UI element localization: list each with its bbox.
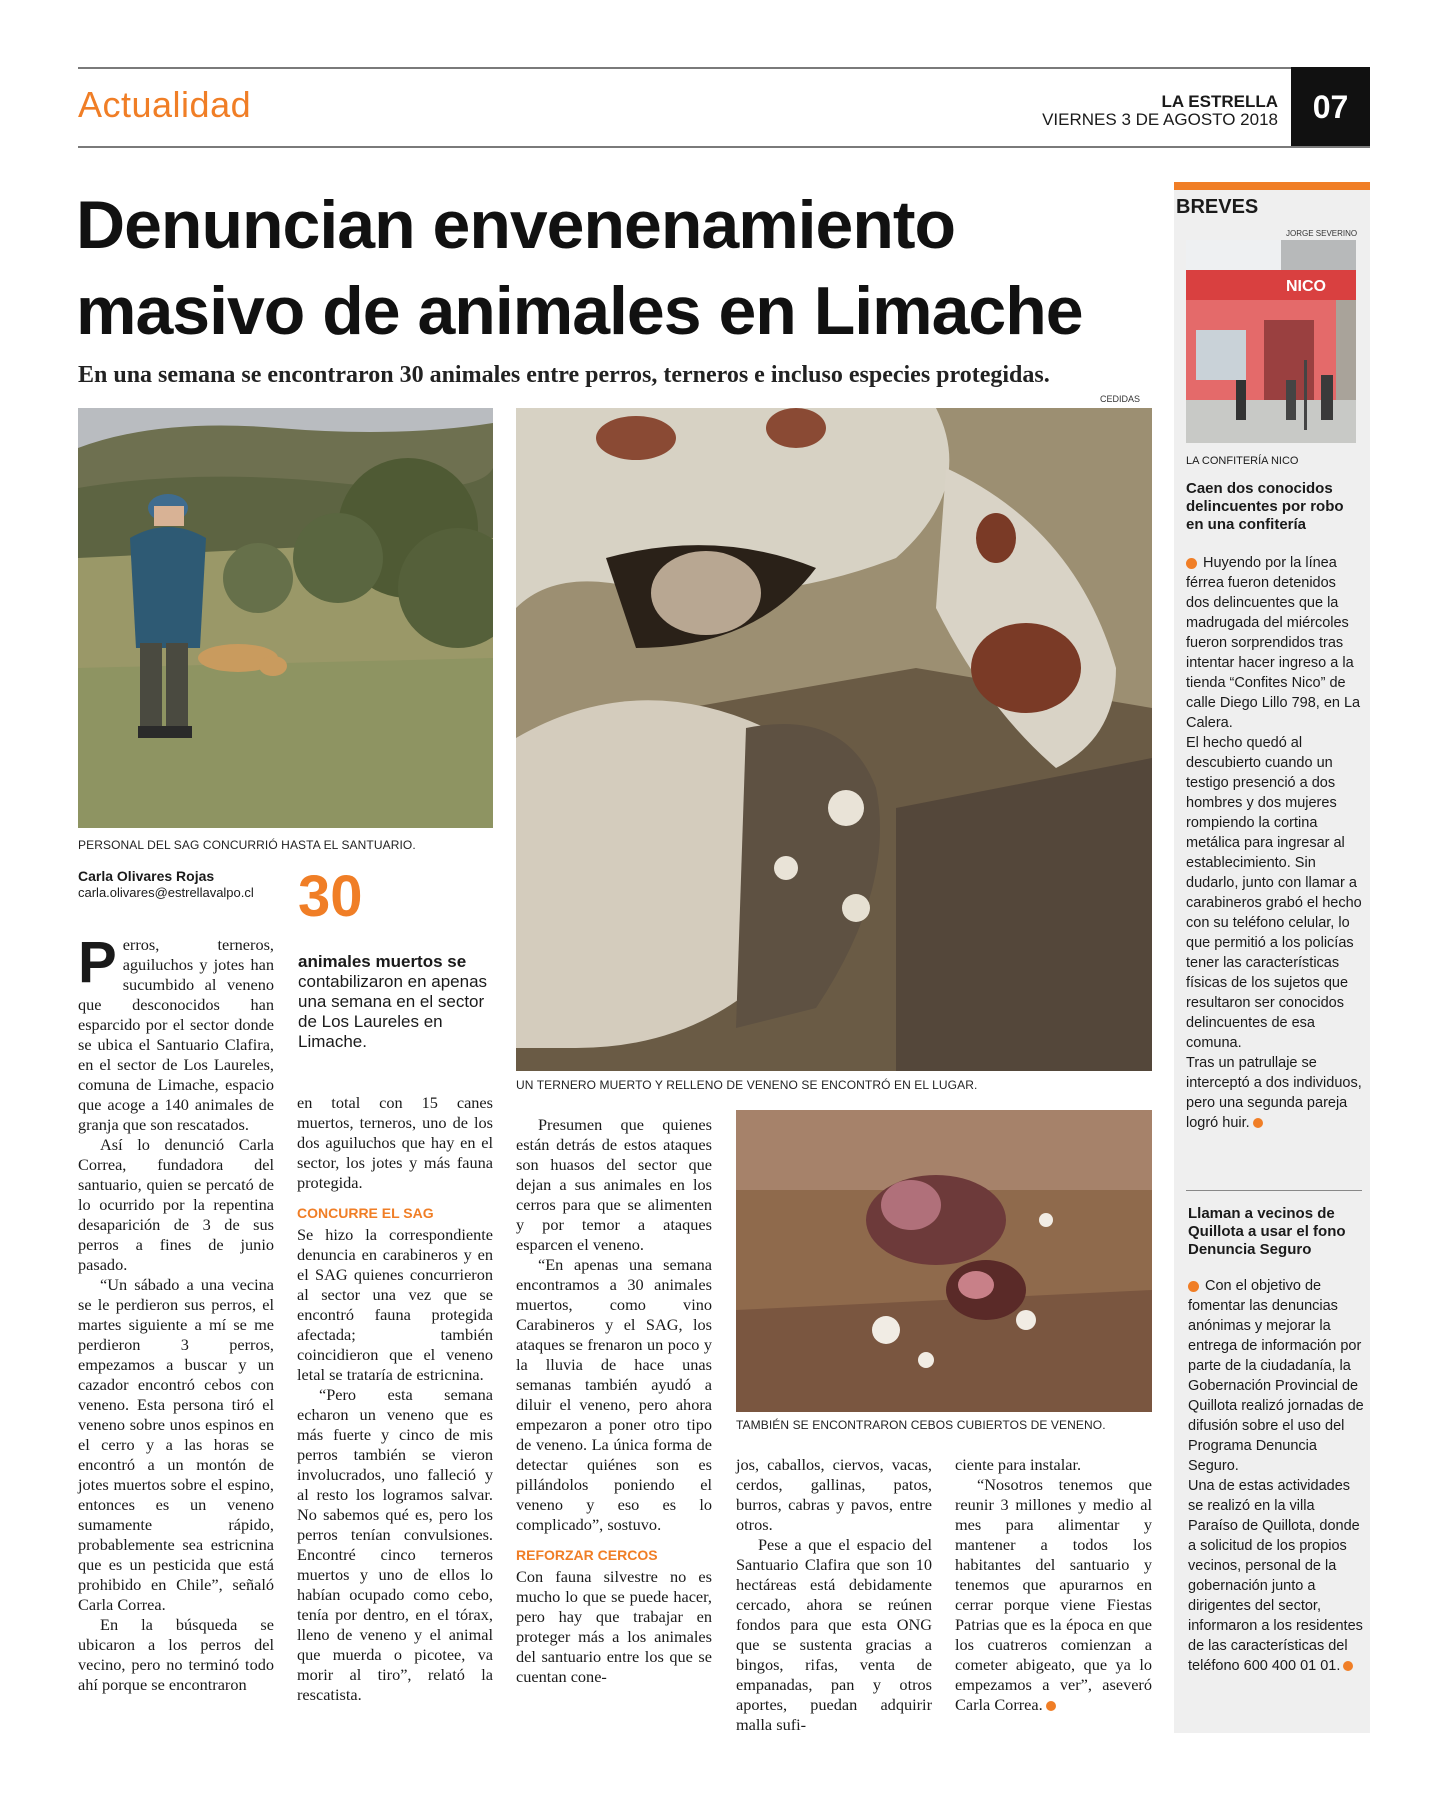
paragraph: Presumen que quienes están detrás de estos ataques son huasos del sector que dejan a sus animales en los cerros para que se alimenten y por temor a ataques esparcen el veneno.	[516, 1115, 712, 1254]
paragraph: En la búsqueda se ubicaron a los perros del vecino, pero no terminó todo ahí porque se encontraron	[78, 1615, 274, 1694]
bullet-icon	[1188, 1281, 1199, 1292]
photo-credit: CEDIDAS	[1100, 394, 1141, 404]
issue-date: VIERNES 3 DE AGOSTO 2018	[1042, 110, 1278, 129]
stat-description	[298, 952, 488, 1052]
page-number: 07	[1291, 67, 1370, 148]
paragraph-text: “Nosotros tenemos que reunir 3 millones y medio al mes para alimentar y mantener a todos los habitantes del santuario y tenemos que apurarnos en cerrar porque viene Fiestas Patrias que es la época en que los cuatreros comienzan a cometer abigeato, que ya lo empezamos a ver”, aseveró Carla Correa.	[955, 1475, 1152, 1714]
photo-confiteria-nico	[1186, 240, 1356, 443]
article-column-3	[516, 1115, 712, 1687]
brief1-headline: Caen dos conocidos delincuentes por robo en una confitería	[1186, 480, 1344, 533]
sidebar-photo-credit: JORGE SEVERINO	[1286, 229, 1358, 238]
section-label: Actualidad	[78, 84, 252, 125]
subheading: REFORZAR CERCOS	[516, 1547, 658, 1563]
deck: En una semana se encontraron 30 animales entre perros, terneros e incluso especies protegidas.	[78, 362, 1050, 388]
photo-sag-officer	[78, 408, 493, 828]
caption-photo3: TAMBIÉN SE ENCONTRARON CEBOS CUBIERTOS DE VENENO.	[736, 1418, 1106, 1432]
paragraph: “Un sábado a una vecina se le perdieron sus perros, el martes siguiente a mí se me perdieron 3 perros, empezamos a buscar y un cazador encontró cebos con veneno. Esta persona tiró el veneno sobre unos espinos en el cerro y a las horas se encontró a un montón de jotes muertos sobre el espino, entonces es un veneno sumamente rápido, probablemente sea estricnina que es un pesticida que está prohibido en Chile”, señaló Carla Correa.	[78, 1275, 274, 1614]
paragraph: Pese a que el espacio del Santuario Clafira que son 10 hectáreas está debidamente cercado, ahora se reúnen fondos para que esta ONG que se sustenta gracias a bingos, rifas, venta de empanadas, pan y otros aportes, puedan adquirir malla sufi-	[736, 1535, 932, 1734]
brief-paragraph: Con el objetivo de fomentar las denuncias anónimas y mejorar la entrega de información por parte de la ciudadanía, la Gobernación Provincial de Quillota realizó jornadas de difusión sobre el uso del Programa Denuncia Seguro.	[1188, 1278, 1364, 1474]
paragraph: “En apenas una semana encontramos a 30 animales muertos, como vino Carabineros y el SAG, los ataques se frenaron un poco y la lluvia de hace unas semanas también ayudó a diluir el veneno, pero ahora empezaron a poner otro tipo de veneno. La única forma de detectar quiénes son es pillándolos poniendo el veneno y eso es lo complicado”, sostuvo.	[516, 1255, 712, 1534]
byline-name: Carla Olivares Rojas	[78, 868, 215, 884]
article-column-2	[297, 1093, 493, 1705]
stat-number: 30	[298, 864, 363, 929]
paragraph: erros, terneros, aguiluchos y jotes han sucumbido al veneno que desconocidos han esparcido por el sector donde se ubica el Santuario Clafira, en el sector de Los Laureles, comuna de Limache, espacio que acoge a 140 animales de granja que son rescatados.	[78, 935, 274, 1134]
end-mark-icon	[1343, 1661, 1353, 1671]
drop-cap: P	[78, 930, 117, 995]
bullet-icon	[1186, 558, 1197, 569]
photo-poisoned-baits	[736, 1110, 1152, 1412]
article-column-1	[78, 930, 274, 1695]
headline: Denuncian envenenamiento masivo de animales en Limache	[76, 187, 1083, 349]
brief2-headline: Llaman a vecinos de Quillota a usar el fono Denuncia Seguro	[1188, 1205, 1346, 1258]
photo-dead-calf	[516, 408, 1152, 1071]
byline-email[interactable]: carla.olivares@estrellavalpo.cl	[78, 885, 254, 900]
article-column-4	[736, 1455, 932, 1735]
end-mark-icon	[1253, 1118, 1263, 1128]
paragraph: Con fauna silvestre no es mucho lo que se puede hacer, pero hay que trabajar en proteger más a los animales del santuario entre los que se cuentan cone-	[516, 1567, 712, 1686]
sidebar-title: BREVES	[1176, 196, 1259, 218]
header-rule-bottom	[78, 146, 1370, 148]
brief-paragraph: Una de estas actividades se realizó en la villa Paraíso de Quillota, donde a solicitud de los propios vecinos, personal de la gobernación junto a dirigentes del sector, informaron a los residentes de las características del teléfono 600 400 01 01.	[1188, 1478, 1363, 1674]
paragraph: Se hizo la correspondiente denuncia en carabineros y en el SAG quienes concurrieron al sector una vez que se encontró fauna protegida afectada; también coincidieron que el veneno letal se trataría de estricnina.	[297, 1225, 493, 1384]
paragraph: “Pero esta semana echaron un veneno que es más fuerte y cinco de mis perros también se vieron involucrados, uno falleció y al resto los logramos salvar. No sabemos qué es, pero los perros tenían convulsiones. Encontré cinco terneros muertos y uno de ellos lo habían ocupado como cebo, tenía por dentro, en el tórax, lleno de veneno y el animal que muerda o picotee, va morir al tiro”, relató la rescatista.	[297, 1385, 493, 1704]
paragraph: Así lo denunció Carla Correa, fundadora del santuario, quien se percató de lo ocurrido por la repentina desaparición de 3 de sus perros a fines de junio pasado.	[78, 1135, 274, 1274]
newspaper-name: LA ESTRELLA	[1161, 92, 1278, 111]
header-rule-top	[78, 67, 1370, 69]
subheading: CONCURRE EL SAG	[297, 1205, 434, 1221]
article-column-5	[955, 1455, 1152, 1715]
brief2-body	[1188, 1276, 1364, 1676]
paragraph: en total con 15 canes muertos, terneros, uno de los dos aguiluchos que hay en el sector, los jotes y más fauna protegida.	[297, 1093, 493, 1192]
brief-paragraph: El hecho quedó al descubierto cuando un testigo presenció a dos hombres y dos mujeres rompiendo la cortina metálica para ingresar al establecimiento. Sin dudarlo, junto con llamar a carabineros grabó el hecho con su teléfono celular, lo que permitió a los policías tener las características físicas de los sujetos que resultaron ser conocidos delincuentes de esa comuna.	[1186, 735, 1362, 1051]
sign-text: NICO	[1286, 278, 1326, 295]
caption-photo1: PERSONAL DEL SAG CONCURRIÓ HASTA EL SANTUARIO.	[78, 838, 416, 852]
brief1-body	[1186, 553, 1362, 1133]
sidebar-photo-caption: LA CONFITERÍA NICO	[1186, 455, 1299, 467]
sidebar-accent-bar	[1174, 182, 1370, 190]
sidebar-divider	[1186, 1190, 1362, 1191]
end-mark-icon	[1046, 1701, 1056, 1711]
brief-paragraph: Tras un patrullaje se interceptó a dos individuos, pero una segunda pareja logró huir.	[1186, 1055, 1362, 1131]
paragraph	[955, 1475, 1152, 1715]
caption-photo2: UN TERNERO MUERTO Y RELLENO DE VENENO SE ENCONTRÓ EN EL LUGAR.	[516, 1078, 978, 1092]
stat-bold-text: animales muertos se	[298, 952, 467, 971]
brief-paragraph: Huyendo por la línea férrea fueron detenidos dos delincuentes que la madrugada del miércoles fueron sorprendidos tras intentar hacer ingreso a la tienda “Confites Nico” de calle Diego Lillo 798, en La Calera.	[1186, 555, 1361, 731]
stat-rest-text: contabilizaron en apenas una semana en el sector de Los Laureles en Limache.	[298, 972, 488, 1051]
paragraph: ciente para instalar.	[955, 1455, 1082, 1474]
paragraph: jos, caballos, ciervos, vacas, cerdos, gallinas, patos, burros, cabras y pavos, entre otros.	[736, 1455, 932, 1534]
